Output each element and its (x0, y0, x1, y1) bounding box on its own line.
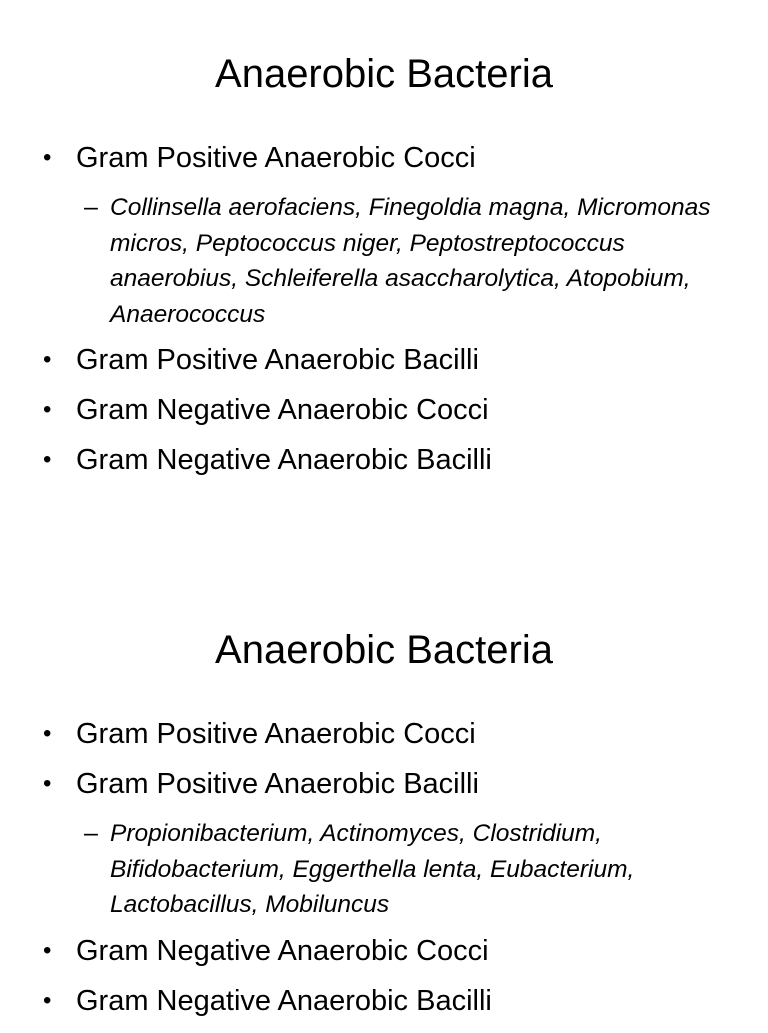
bullet-text: Gram Negative Anaerobic Bacilli (76, 444, 492, 476)
bullet-icon: • (43, 936, 52, 964)
bullet-icon: • (43, 770, 52, 797)
bullet-text: Gram Negative Anaerobic Bacilli (76, 984, 492, 1017)
bullet-item (0, 766, 768, 802)
bullet-text: Gram Negative Anaerobic Cocci (76, 934, 489, 967)
sub-bullet-text: Collinsella aerofaciens, Finegoldia magna, Micromonas micros, Peptococcus niger, Peptostreptococcus anaerobius, Schleiferella asaccharolytica, Atopobium, Anaerococcus (110, 194, 711, 328)
bullet-icon: • (43, 446, 52, 473)
slide-title: Anaerobic Bacteria (215, 52, 553, 96)
sub-bullet-item (84, 190, 728, 332)
bullet-item (0, 442, 768, 478)
bullet-icon: • (43, 720, 52, 747)
bullet-text: Gram Positive Anaerobic Cocci (76, 718, 476, 750)
bullet-item (0, 933, 768, 969)
bullet-icon: • (43, 346, 52, 373)
bullet-item (0, 983, 768, 1019)
bullet-text: Gram Positive Anaerobic Cocci (76, 142, 476, 174)
bullet-item (0, 140, 768, 176)
bullet-icon: • (43, 396, 52, 423)
bullet-text: Gram Positive Anaerobic Bacilli (76, 344, 479, 376)
bullet-list (0, 140, 768, 492)
bullet-list (0, 716, 768, 1033)
bullet-item (0, 392, 768, 428)
dash-icon: – (84, 819, 98, 847)
bullet-item (0, 342, 768, 378)
bullet-text: Gram Negative Anaerobic Cocci (76, 394, 489, 426)
dash-icon: – (84, 193, 98, 221)
bullet-text: Gram Positive Anaerobic Bacilli (76, 768, 479, 800)
sub-bullet-item (84, 816, 728, 923)
bullet-item (0, 716, 768, 752)
bullet-icon: • (43, 986, 52, 1014)
sub-bullet-text: Propionibacterium, Actinomyces, Clostridium, Bifidobacterium, Eggerthella lenta, Eubacterium, Lactobacillus, Mobiluncus (110, 820, 635, 918)
bullet-icon: • (43, 144, 52, 171)
slide-2 (0, 576, 768, 1024)
slide-title: Anaerobic Bacteria (215, 628, 553, 672)
